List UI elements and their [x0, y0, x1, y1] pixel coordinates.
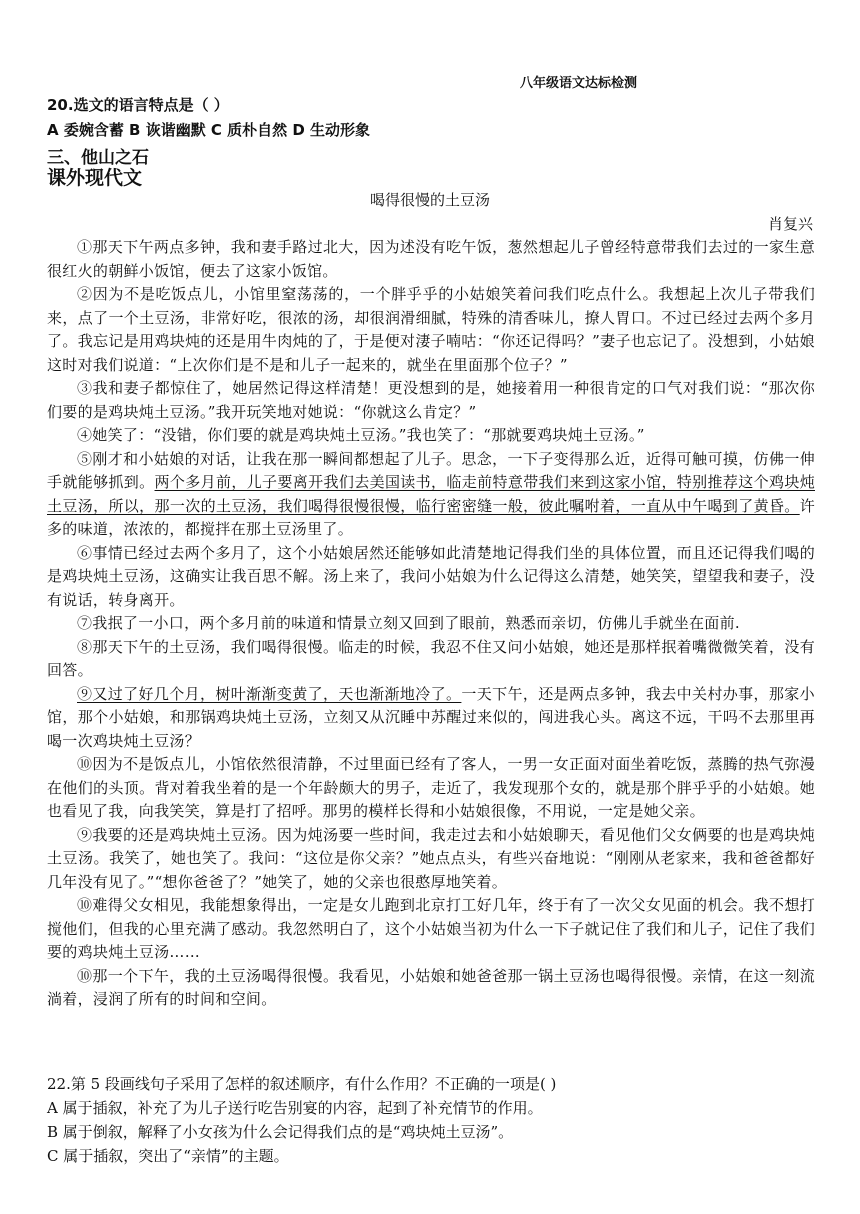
question-20-options: A 委婉含蓄 B 诙谐幽默 C 质朴自然 D 生动形象	[47, 121, 371, 139]
paragraph-9	[47, 683, 815, 754]
question-22-option-b: B 属于倒叙，解释了小女孩为什么会记得我们点的是“鸡块炖土豆汤”。	[47, 1123, 514, 1141]
question-22-option-c: C 属于插叙，突出了“亲情”的主题。	[47, 1147, 289, 1165]
paragraph-13: ⑩那一个下午，我的土豆汤喝得很慢。我看见，小姑娘和她爸爸那一锅土豆汤也喝得很慢。亲情，在这一刻流淌着，浸润了所有的时间和空间。	[47, 966, 815, 1008]
paragraph-11: ⑨我要的还是鸡块炖土豆汤。因为炖汤要一些时间，我走过去和小姑娘聊天，看见他们父女俩要的也是鸡块炖土豆汤。我笑了，她也笑了。我问：“这位是你父亲？”她点点头，有些兴奋地说：“刚刚从老家来，我和爸爸都好几年没有见了。”“想你爸爸了？”她笑了，她的父亲也很憨厚地笑着。	[47, 825, 815, 891]
paragraph-10: ⑩因为不是饭点儿，小馆依然很清静，不过里面已经有了客人，一男一女正面对面坐着吃饭，蒸腾的热气弥漫在他们的头顶。背对着我坐着的是一个年龄颇大的男子，走近了，我发现那个女的，就是那个胖乎乎的小姑娘。她也看见了我，向我笑笑，算是打了招呼。那男的模样长得和小姑娘很像，不用说，一定是她父亲。	[47, 755, 815, 820]
paragraph-9-tail: 一天下午，还是两点多钟，我去中关村办事，那家小馆，那个小姑娘，和那锅鸡块炖土豆汤，立刻又从沉睡中苏醒过来似的，闯进我心头。离这不远，干吗不去那里再喝一次鸡块炖土豆汤？	[47, 684, 815, 750]
paragraph-2: ②因为不是吃饭点儿，小馆里窒荡荡的，一个胖乎乎的小姑娘笑着问我们吃点什么。我想起上次儿子带我们来，点了一个土豆汤，非常好吃，很浓的汤，却很润滑细腻，特殊的清香味儿，撩人胃口。不过已经过去两个多月了。我忘记是用鸡块炖的还是用牛肉炖的了，于是便对淒子喃咕：“你还记得吗？”妻子也忘记了。没想到，小姑娘这时对我们说道：“上次你们是不是和儿子一起来的，就坐在里面那个位子？”	[47, 285, 815, 374]
section-heading: 三、他山之石	[47, 148, 149, 168]
question-22-stem: 22.第 5 段画线句子采用了怎样的叙述顺序，有什么作用？不正确的一项是( )	[47, 1075, 557, 1093]
question-20-stem: 20.选文的语言特点是（ ）	[47, 96, 229, 114]
question-22	[47, 1072, 815, 1168]
paragraph-3: ③我和妻子都惊住了，她居然记得这样清楚！更没想到的是，她接着用一种很肯定的口气对我们说：“那次你们要的是鸡块炖土豆汤。”我开玩笑地对她说：“你就这么肯定？”	[47, 379, 815, 421]
article-author: 肖复兴	[767, 215, 813, 233]
paragraph-4: ④她笑了：“没错，你们要的就是鸡块炖土豆汤。”我也笑了：“那就要鸡块炖土豆汤。”	[77, 426, 645, 444]
paragraph-12: ⑩难得父女相见，我能想象得出，一定是女儿跑到北京打工好几年，终于有了一次父女见面的机会。我不想打搅他们，但我的心里充满了感动。我忽然明白了，这个小姑娘当初为什么一下子就记住了我们和儿子，记住了我们要的鸡块炖土豆汤……	[47, 896, 815, 961]
exam-header-title: 八年级语文达标检测	[520, 76, 638, 91]
section-subheading: 课外现代文	[47, 167, 143, 189]
paragraph-5-lead: ⑤刚才和小姑娘的对话，让我在那一瞬间都想起了儿子。思念，一下子变得那么近，近得可触可摸，仿佛一伸手就能够抓到。	[47, 449, 815, 491]
paragraph-5-underlined-sentence: 两个多月前，儿子要离开我们去美国读书，临走前特意带我们来到这家小馆，特别推荐这个鸡块炖土豆汤，所以，那一次的土豆汤，我们喝得很慢很慢，临行密密缝一般，彼此嘱咐着，一直从中午喝到了黄昏。	[47, 473, 815, 515]
paragraph-6: ⑥事情已经过去两个多月了，这个小姑娘居然还能够如此清楚地记得我们坐的具体位置，而且还记得我们喝的是鸡块炖土豆汤，这确实让我百思不解。汤上来了，我问小姑娘为什么记得这么清楚，她笑笑，望望我和妻子，没有说话，转身离开。	[47, 543, 815, 609]
question-22-option-a: A 属于插叙，补充了为儿子送行吃告别宴的内容，起到了补充情节的作用。	[47, 1099, 543, 1117]
paragraph-8: ⑧那天下午的土豆汤，我们喝得很慢。临走的时候，我忍不住又问小姑娘，她还是那样抿着嘴微微笑着，没有回答。	[47, 637, 815, 679]
paragraph-5-tail: 许多的味道，浓浓的，都搅拌在那土豆汤里了。	[47, 496, 815, 538]
paragraph-5	[47, 448, 815, 542]
article-body	[47, 236, 815, 1012]
paragraph-9-underlined-sentence: ⑨又过了好几个月，树叶渐渐变黄了，天也渐渐地冷了。	[77, 684, 462, 703]
article-title: 喝得很慢的土豆汤	[369, 191, 490, 209]
paragraph-1: ①那天下午两点多钟，我和妻手路过北大，因为述没有吃午饭，葱然想起儿子曾经特意带我们去过的一家生意很红火的朝鲜小饭馆，便去了这家小饭馆。	[47, 238, 815, 280]
paragraph-7: ⑦我抿了一小口，两个多月前的味道和情景立刻又回到了眼前，熟悉而亲切，仿佛儿手就坐在面前.	[77, 614, 740, 632]
